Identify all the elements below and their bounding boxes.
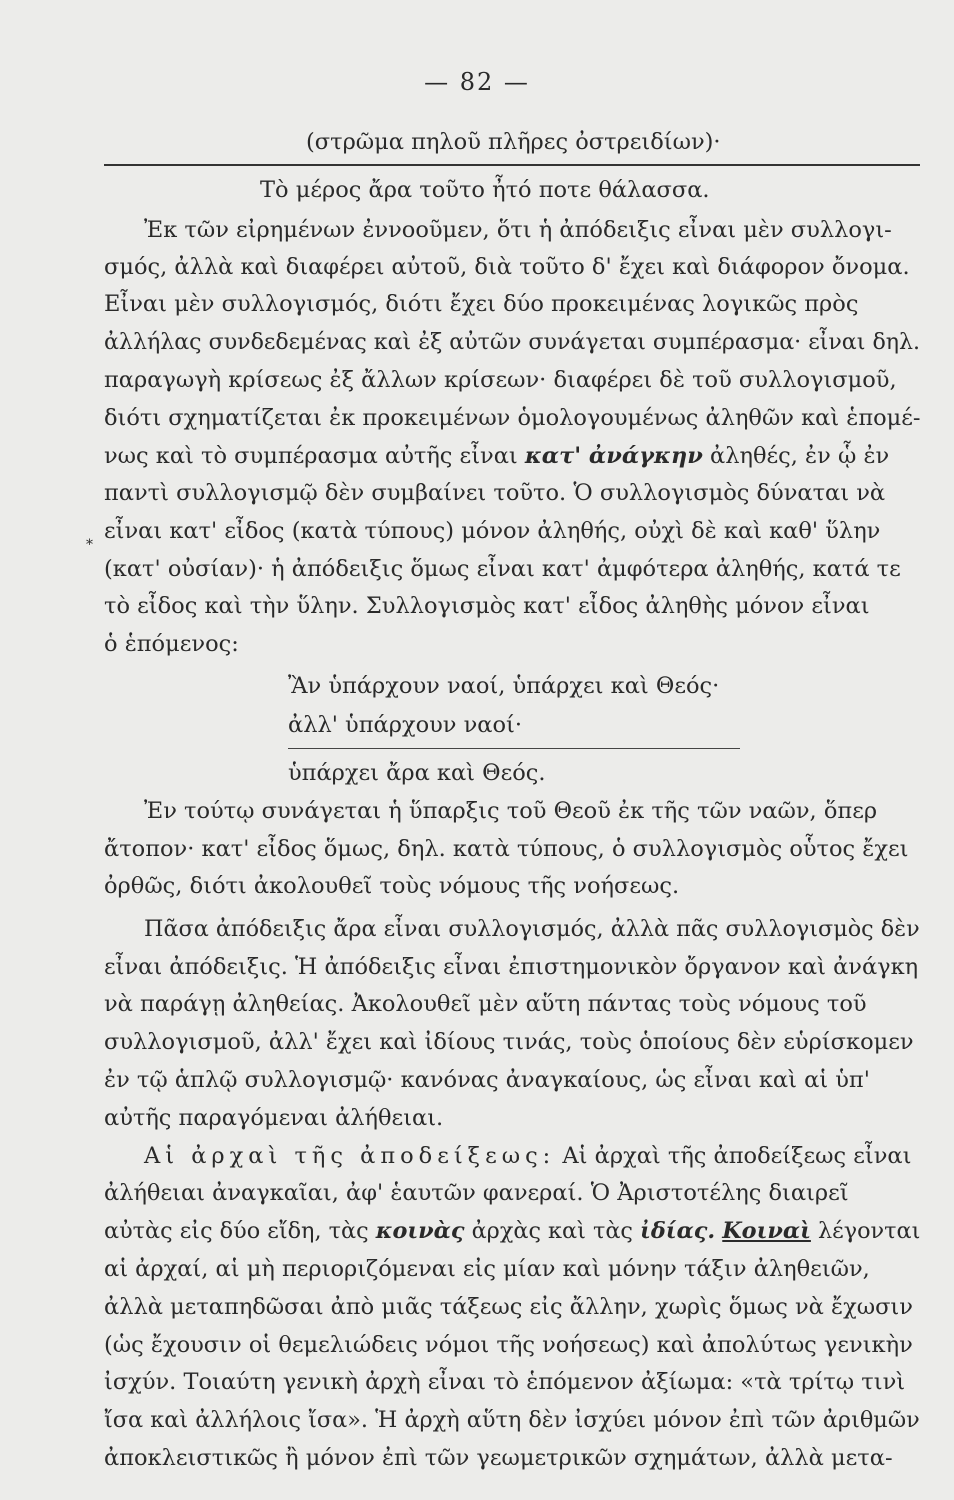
text-line: (κατ' οὐσίαν)· ἡ ἀπόδειξις ὅμως εἶναι κατ' ἀμφότερα ἀληθής, κατά τε: [104, 556, 901, 582]
text-line: (ὡς ἔχουσιν οἱ θεμελιώδεις νόμοι τῆς νοήσεως) καὶ ἀπολύτως γενικὴν: [104, 1332, 913, 1358]
section-heading: Αἱ ἀρχαὶ τῆς ἀποδείξεως:: [144, 1143, 556, 1169]
emphasis: κοινὰς: [375, 1218, 465, 1244]
emphasis: ἰδίας.: [640, 1218, 716, 1244]
text-line: διότι σχηματίζεται ἐκ προκειμένων ὁμολογουμένως ἀληθῶν καὶ ἑπομέ-: [104, 405, 921, 431]
syllogism-premise: Ἂν ὑπάρχουν ναοί, ὑπάρχει καὶ Θεός·: [288, 673, 720, 699]
margin-mark: *: [86, 537, 93, 553]
text-line: αὐτὰς εἰς δύο εἴδη, τὰς κοινὰς ἀρχὰς καὶ τὰς ἰδίας. Κοιναὶ λέγονται: [104, 1218, 921, 1244]
text-line: Πᾶσα ἀπόδειξις ἄρα εἶναι συλλογισμός, ἀλλὰ πᾶς συλλογισμὸς δὲν: [144, 916, 920, 942]
text-line: Ἐκ τῶν εἰρημένων ἐννοοῦμεν, ὅτι ἡ ἀπόδειξις εἶναι μὲν συλλογι-: [144, 217, 892, 243]
syllogism-conclusion: ὑπάρχει ἄρα καὶ Θεός.: [288, 760, 546, 786]
text-line: παραγωγὴ κρίσεως ἐξ ἄλλων κρίσεων· διαφέρει δὲ τοῦ συλλογισμοῦ,: [104, 367, 897, 393]
text-line: Τὸ μέρος ἄρα τοῦτο ἦτό ποτε θάλασσα.: [260, 177, 710, 203]
text-line: παντὶ συλλογισμῷ δὲν συμβαίνει τοῦτο. Ὁ συλλογισμὸς δύναται νὰ: [104, 480, 886, 506]
text-line: εἶναι κατ' εἶδος (κατὰ τύπους) μόνον ἀληθής, οὐχὶ δὲ καὶ καθ' ὕλην: [104, 518, 881, 544]
text-line: συλλογισμοῦ, ἀλλ' ἔχει καὶ ἰδίους τινάς, τοὺς ὁποίους δὲν εὑρίσκομεν: [104, 1029, 914, 1055]
syllogism-divider: [288, 748, 740, 749]
text-line: Εἶναι μὲν συλλογισμός, διότι ἔχει δύο προκειμένας λογικῶς πρὸς: [104, 291, 859, 317]
page-number: — 82 —: [424, 68, 530, 96]
text-line: ἀποκλειστικῶς ἢ μόνον ἐπὶ τῶν γεωμετρικῶν σχημάτων, ἀλλὰ μετα-: [104, 1445, 893, 1471]
text-line: ἀλήθειαι ἀναγκαῖαι, ἀφ' ἑαυτῶν φανεραί. Ὁ Ἀριστοτέλης διαιρεῖ: [104, 1180, 849, 1206]
text-line: αἱ ἀρχαί, αἱ μὴ περιοριζόμεναι εἰς μίαν καὶ μόνην τάξιν ἀληθειῶν,: [104, 1256, 870, 1282]
text-line: Ἐν τούτῳ συνάγεται ἡ ὕπαρξις τοῦ Θεοῦ ἐκ τῆς τῶν ναῶν, ὅπερ: [144, 798, 878, 824]
text-line: ἐν τῷ ἁπλῷ συλλογισμῷ· κανόνας ἀναγκαίους, ὡς εἶναι καὶ αἱ ὑπ': [104, 1067, 870, 1093]
text-line: νὰ παράγῃ ἀληθείας. Ἀκολουθεῖ μὲν αὕτη πάντας τοὺς νόμους τοῦ: [104, 991, 867, 1017]
text-line: ἀλλήλας συνδεδεμένας καὶ ἐξ αὐτῶν συνάγεται συμπέρασμα· εἶναι δηλ.: [104, 329, 921, 355]
text-line: αὐτῆς παραγόμεναι ἀλήθειαι.: [104, 1105, 444, 1131]
text-line: ἄτοπον· κατ' εἶδος ὅμως, δηλ. κατὰ τύπους, ὁ συλλογισμὸς οὗτος ἔχει: [104, 836, 909, 862]
text-line: ὁ ἑπόμενος:: [104, 631, 239, 657]
text-line: τὸ εἶδος καὶ τὴν ὕλην. Συλλογισμὸς κατ' εἶδος ἀληθὴς μόνον εἶναι: [104, 593, 870, 619]
emphasis: Κοιναὶ: [722, 1218, 811, 1244]
emphasis: κατ' ἀνάγκην: [524, 443, 703, 469]
text-line: νως καὶ τὸ συμπέρασμα αὐτῆς εἶναι κατ' ἀνάγκην ἀληθές, ἐν ᾧ ἐν: [104, 443, 890, 469]
text-line: ἴσα καὶ ἀλλήλοις ἴσα». Ἡ ἀρχὴ αὕτη δὲν ἰσχύει μόνον ἐπὶ τῶν ἀριθμῶν: [104, 1407, 920, 1433]
text-line: ὀρθῶς, διότι ἀκολουθεῖ τοὺς νόμους τῆς νοήσεως.: [104, 873, 680, 899]
text-line: ἰσχύν. Τοιαύτη γενικὴ ἀρχὴ εἶναι τὸ ἑπόμενον ἀξίωμα: «τὰ τρίτῳ τινὶ: [104, 1369, 906, 1395]
syllogism-premise: ἀλλ' ὑπάρχουν ναοί·: [288, 712, 523, 738]
text-line: Αἱ ἀρχαὶ τῆς ἀποδείξεως: Αἱ ἀρχαὶ τῆς ἀποδείξεως εἶναι: [144, 1143, 912, 1169]
text-line: (στρῶμα πηλοῦ πλῆρες ὀστρειδίων)·: [306, 129, 721, 155]
text-line: εἶναι ἀπόδειξις. Ἡ ἀπόδειξις εἶναι ἐπιστημονικὸν ὄργανον καὶ ἀνάγκη: [104, 954, 919, 980]
text-line: ἀλλὰ μεταπηδῶσαι ἀπὸ μιᾶς τάξεως εἰς ἄλλην, χωρὶς ὅμως νὰ ἔχωσιν: [104, 1294, 913, 1320]
divider: [104, 164, 920, 166]
text-line: σμός, ἀλλὰ καὶ διαφέρει αὐτοῦ, διὰ τοῦτο δ' ἔχει καὶ διάφορον ὄνομα.: [104, 254, 910, 280]
